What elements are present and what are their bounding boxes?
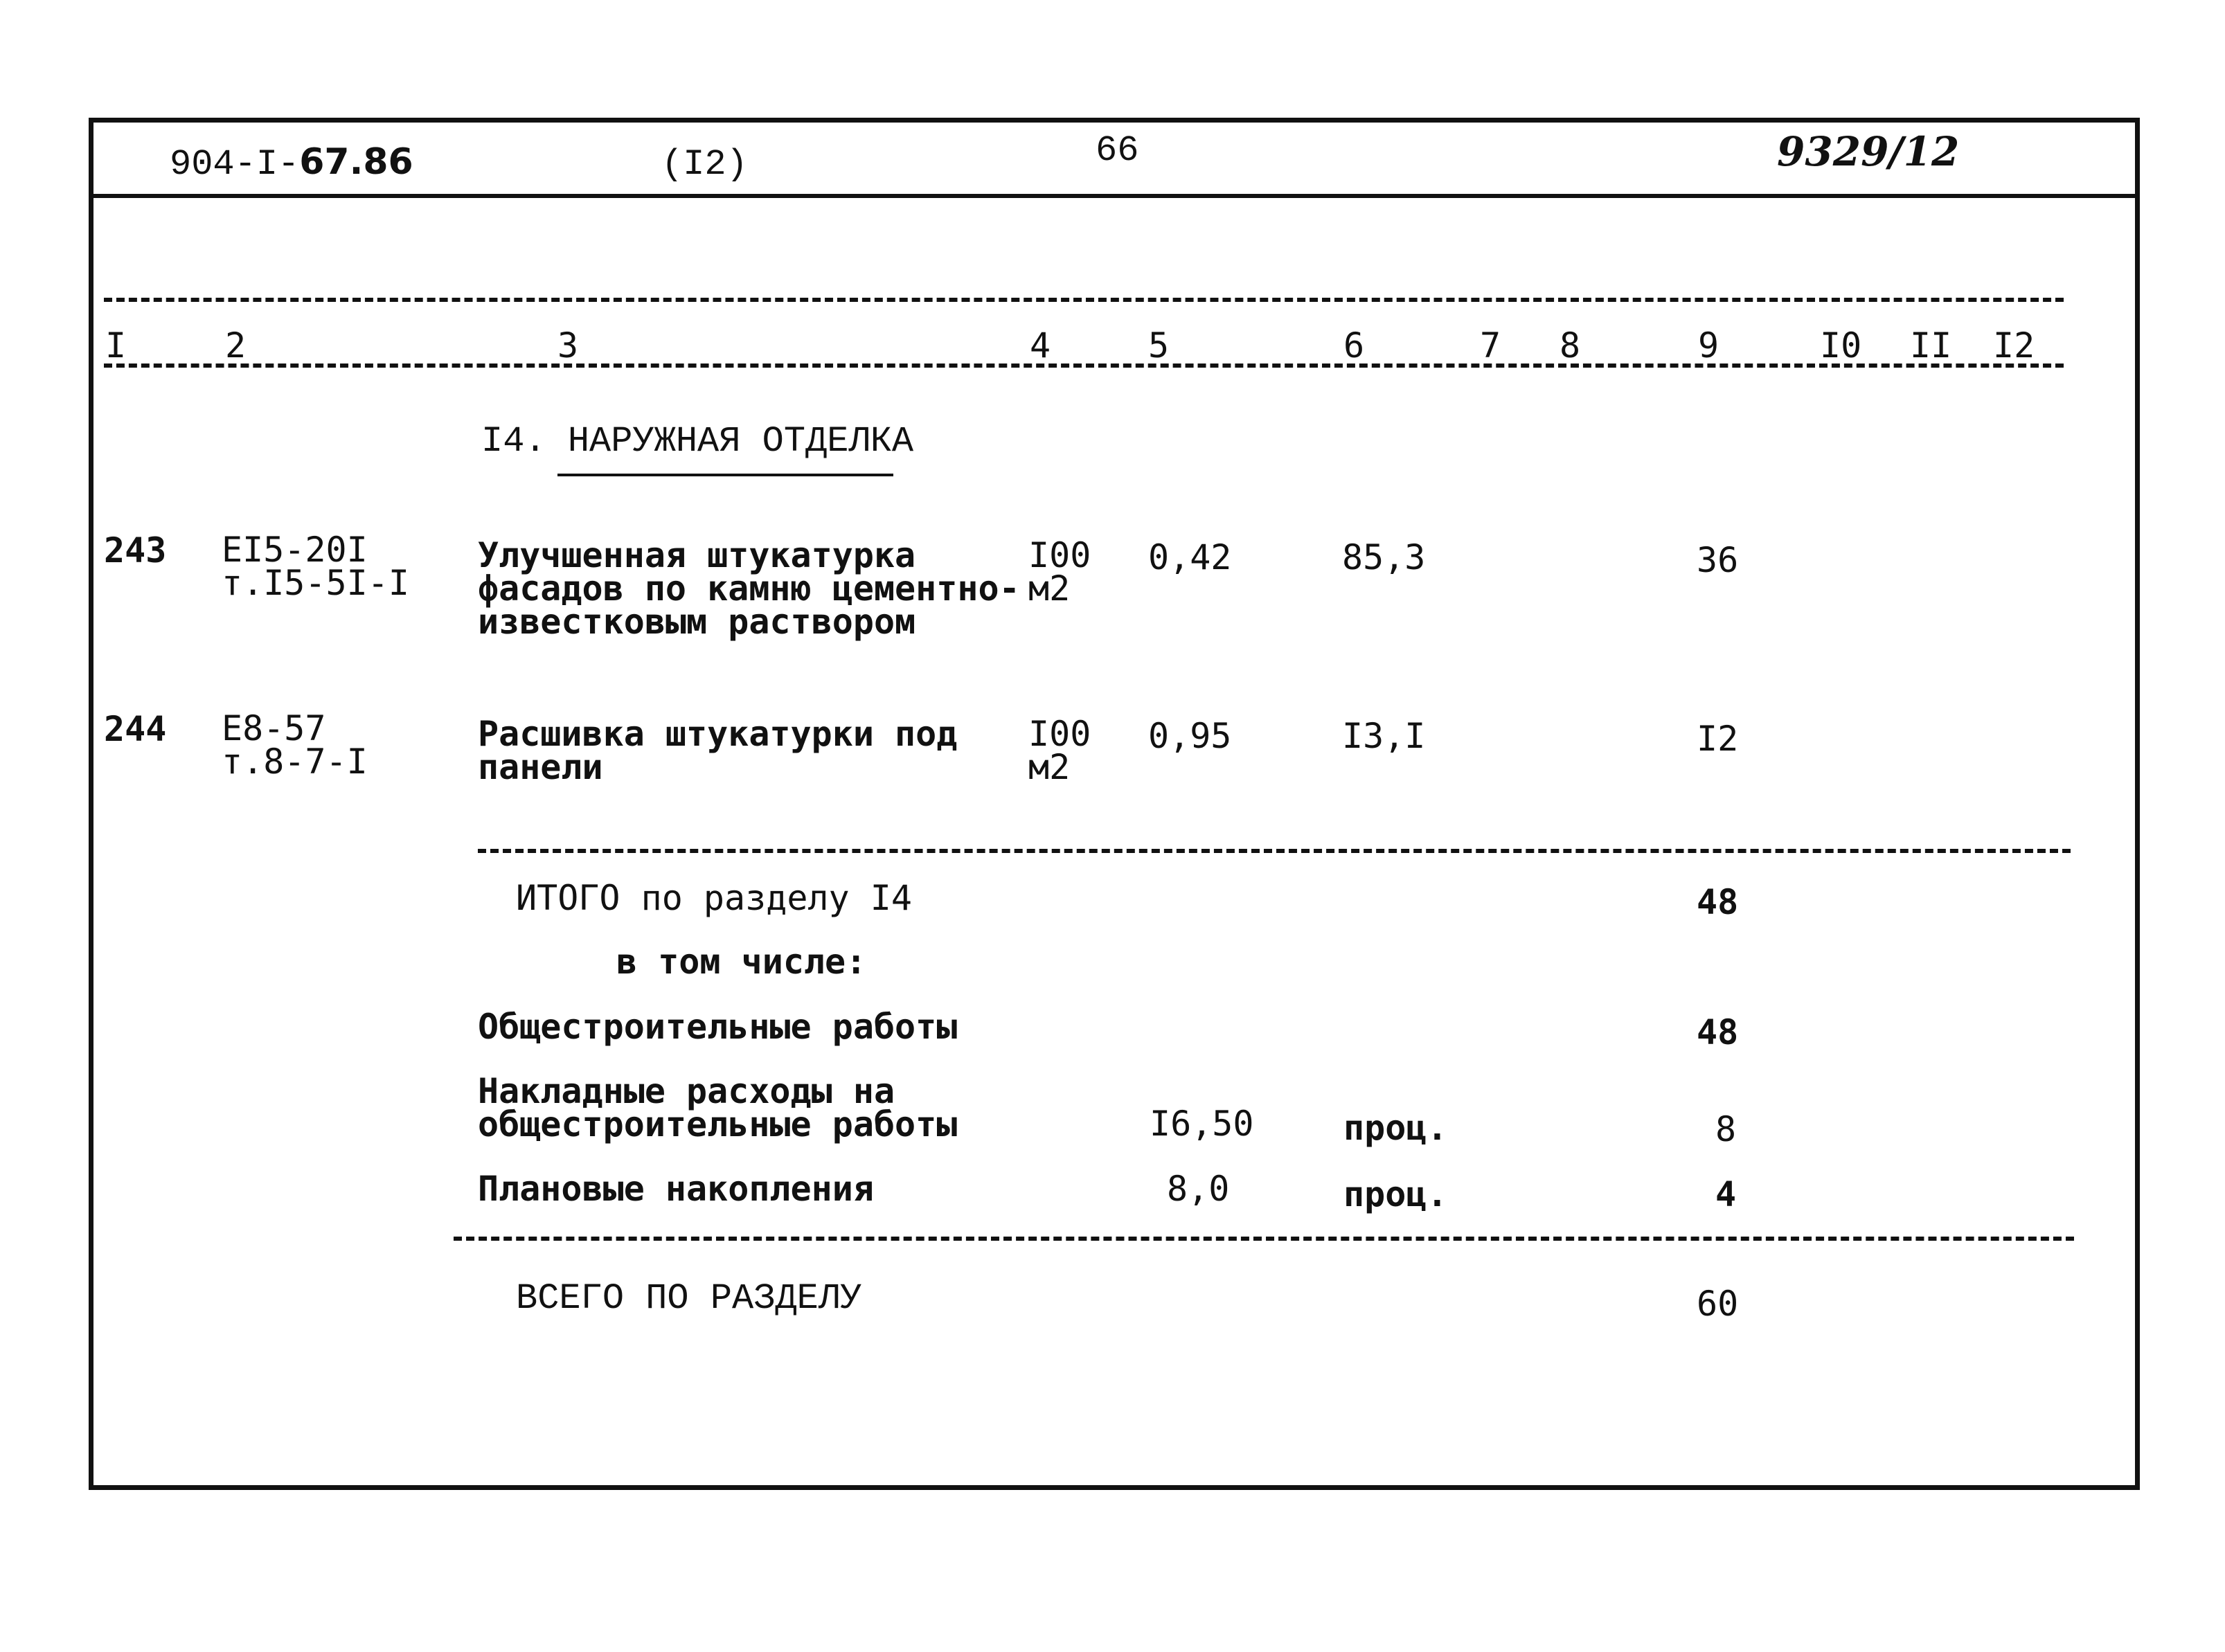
planned-savings-value: 4	[1715, 1174, 1737, 1214]
row-number: 244	[104, 709, 167, 749]
itogo-value: 48	[1697, 882, 1739, 922]
overhead-label: Накладные расходы на общестроительные работы	[478, 1071, 958, 1144]
row-total: 36	[1697, 540, 1739, 580]
planned-savings-rate: 8,0	[1167, 1169, 1230, 1209]
column-number: 8	[1560, 325, 1581, 366]
doc-code-handwritten: 67.86	[299, 141, 413, 183]
row-quantity: 0,95	[1148, 716, 1232, 756]
planned-savings-unit: проц.	[1343, 1174, 1448, 1214]
row-description: Расшивка штукатурки под панели	[478, 714, 958, 787]
row-unit-price: I3,I	[1342, 716, 1426, 756]
column-number: I0	[1820, 325, 1862, 366]
including-label: в том числе:	[616, 942, 867, 982]
column-number: 6	[1343, 325, 1365, 366]
row-unit: I00 м2	[1028, 714, 1091, 787]
row-total: I2	[1697, 719, 1739, 759]
itogo-label: ИТОГО по разделу I4	[516, 878, 912, 918]
overhead-unit: проц.	[1343, 1108, 1448, 1148]
overhead-value: 8	[1715, 1109, 1737, 1149]
column-header-bottom-rule	[104, 363, 2064, 368]
row-unit-price: 85,3	[1342, 537, 1426, 577]
registration-number: 9329/12	[1777, 128, 1960, 175]
summary-top-rule	[478, 849, 2071, 853]
section-total-label: ВСЕГО ПО РАЗДЕЛУ	[516, 1278, 862, 1319]
section-title-underline	[557, 474, 893, 476]
page-number: 66	[1096, 130, 1139, 171]
planned-savings-label: Плановые накопления	[478, 1169, 874, 1209]
header-rule	[89, 194, 2140, 198]
column-number: 2	[225, 325, 247, 366]
section-title: I4. НАРУЖНАЯ ОТДЕЛКА	[481, 421, 914, 462]
column-number: I2	[1993, 325, 2035, 366]
row-norm-code: EI5-20I т.I5-5I-I	[222, 530, 409, 603]
row-quantity: 0,42	[1148, 537, 1232, 577]
column-header-top-rule	[104, 298, 2064, 302]
column-number: 3	[557, 325, 579, 366]
general-works-value: 48	[1697, 1012, 1739, 1052]
column-number: 7	[1480, 325, 1501, 366]
row-description: Улучшенная штукатурка фасадов по камню цементно- известковым раствором	[478, 535, 1020, 642]
sheet-number: (I2)	[661, 144, 748, 185]
general-works-label: Общестроительные работы	[478, 1007, 958, 1047]
page-frame	[89, 118, 2140, 1490]
section-total-value: 60	[1697, 1284, 1739, 1324]
doc-code: 904-I-67.86	[170, 141, 413, 185]
row-number: 243	[104, 530, 167, 571]
row-unit: I00 м2	[1028, 535, 1091, 609]
column-number: II	[1910, 325, 1952, 366]
column-number: 4	[1030, 325, 1051, 366]
column-number: 5	[1148, 325, 1170, 366]
column-number: 9	[1698, 325, 1719, 366]
overhead-rate: I6,50	[1150, 1104, 1254, 1144]
row-norm-code: E8-57 т.8-7-I	[222, 708, 368, 782]
column-number: I	[105, 325, 127, 366]
total-top-rule	[454, 1237, 2074, 1241]
